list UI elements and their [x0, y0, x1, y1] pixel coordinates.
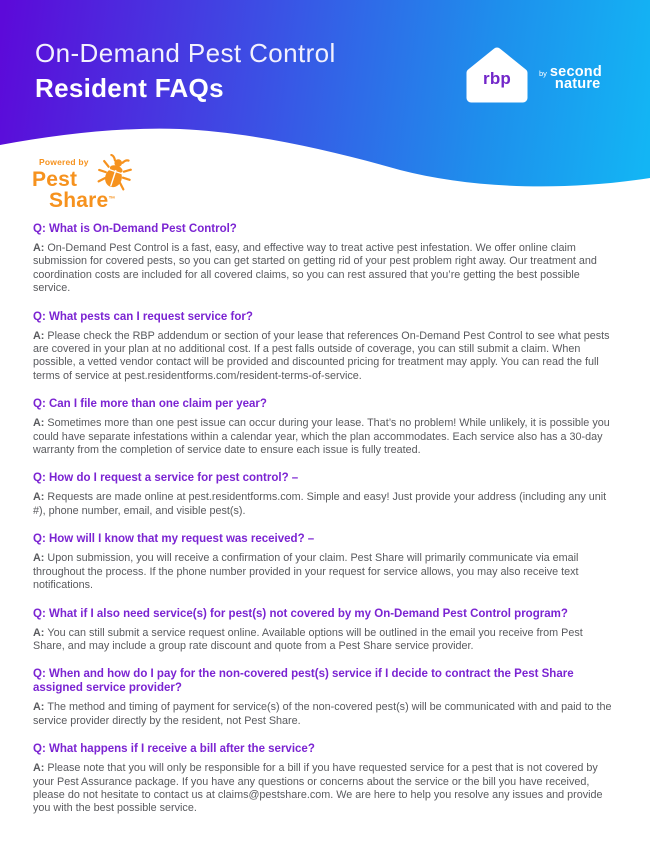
pest-share-word-pest: Pest [32, 168, 78, 191]
pest-share-logo [32, 157, 116, 211]
answer-prefix: A: [33, 762, 45, 775]
faq-item [33, 742, 613, 816]
faq-question: Q: What pests can I request service for? [33, 310, 253, 323]
answer-text: The method and timing of payment for service(s) of the non-covered pest(s) will be communicated with and paid to the service provider directly by the resident, not Pest Share. [33, 701, 612, 727]
faq-question: Q: What happens if I receive a bill after the service? [33, 743, 315, 756]
page-subtitle: Resident FAQs [35, 73, 224, 103]
answer-text: Upon submission, you will receive a confirmation of your claim. Pest Share will primarily communicate via email throughout the process. If the phone number provided in your request for service allows, you may also receive text notifications. [33, 552, 579, 592]
faq-item [33, 222, 613, 296]
answer-prefix: A: [33, 417, 45, 430]
faq-answer [33, 491, 613, 518]
rbp-house-logo [464, 45, 530, 111]
answer-text: On-Demand Pest Control is a fast, easy, and effective way to treat active pest infestation. We offer online claim submission for covered pests, so you can get started on getting rid of your pest problem right away. Our treatment and coordination costs are included for all covered claims, so you can rest assured that you’re getting the best possible service. [33, 242, 597, 295]
faq-question: Q: When and how do I pay for the non-covered pest(s) service if I decide to contract the Pest Share assigned service provider? [33, 668, 574, 695]
rbp-logo-text: rbp [483, 69, 511, 88]
faq-item [33, 607, 613, 654]
faq-item [33, 397, 613, 457]
by-label: by [539, 68, 547, 78]
faq-question: Q: Can I file more than one claim per year? [33, 398, 267, 411]
answer-text: You can still submit a service request online. Available options will be outlined in the email you receive from Pest Share, and may include a group rate discount and quote from a Pest Share service provider. [33, 626, 583, 652]
rbp-second-nature-logo [464, 45, 602, 111]
answer-prefix: A: [33, 242, 45, 254]
answer-prefix: A: [33, 329, 45, 342]
hero-titles [35, 38, 336, 103]
second-nature-line2: nature [554, 76, 601, 92]
answer-prefix: A: [33, 626, 45, 639]
page-title: On-Demand Pest Control [35, 38, 336, 68]
second-nature-line1: second [549, 63, 602, 80]
answer-prefix: A: [33, 552, 45, 565]
faq-answer [33, 242, 613, 296]
trademark-symbol: ™ [108, 196, 116, 203]
faq-question: Q: How will I know that my request was received? – [33, 533, 315, 546]
faq-answer [33, 627, 613, 654]
faq-answer [33, 330, 613, 384]
faq-answer [33, 417, 613, 457]
answer-prefix: A: [33, 701, 45, 714]
pest-share-word-share: Share™ [49, 189, 116, 212]
faq-item [33, 310, 613, 384]
faq-question: Q: What is On-Demand Pest Control? [33, 223, 237, 235]
faq-list [33, 222, 613, 816]
powered-by-label: Powered by [39, 157, 89, 167]
faq-answer [33, 552, 613, 592]
faq-item [33, 667, 613, 728]
faq-answer [33, 762, 613, 816]
pest-share-bug-icon [96, 154, 134, 192]
faq-item [33, 532, 613, 592]
answer-text: Please check the RBP addendum or section of your lease that references On-Demand Pest Control to see what pests are covered in your plan at no additional cost. If a pest falls outside of coverage, you can still submit a claim. When possible, a vetted vendor contact will be provided and discounted pricing for treatment may apply. You can read the full terms of service at pest.residentforms.com/resident-terms-of-service. [33, 329, 610, 382]
answer-text: Sometimes more than one pest issue can occur during your lease. That’s no problem! While unlikely, it is possible you could have separate infestations within a calendar year, which the plan accommodates. Each service also has a 30-day warranty from the completion of service date to ensure each issue is fully treated. [33, 417, 610, 457]
faq-question: Q: What if I also need service(s) for pest(s) not covered by my On-Demand Pest Control program? [33, 607, 568, 620]
answer-text: Please note that you will only be responsible for a bill if you have requested service for a pest that is not covered by your Pest Assurance package. If you have any questions or concerns about the service or the bill you have received, please do not hesitate to contact us at claims@pestshare.com. We are here to help you resolve any issues and provide you with the best possible service. [33, 762, 603, 815]
faq-question: Q: How do I request a service for pest control? – [33, 472, 299, 485]
second-nature-wordmark [539, 63, 602, 92]
answer-prefix: A: [33, 491, 45, 504]
answer-text: Requests are made online at pest.residentforms.com. Simple and easy! Just provide your address (including any unit #), phone number, email, and visible pest(s). [33, 491, 607, 517]
faq-item [33, 471, 613, 518]
faq-answer [33, 701, 613, 728]
